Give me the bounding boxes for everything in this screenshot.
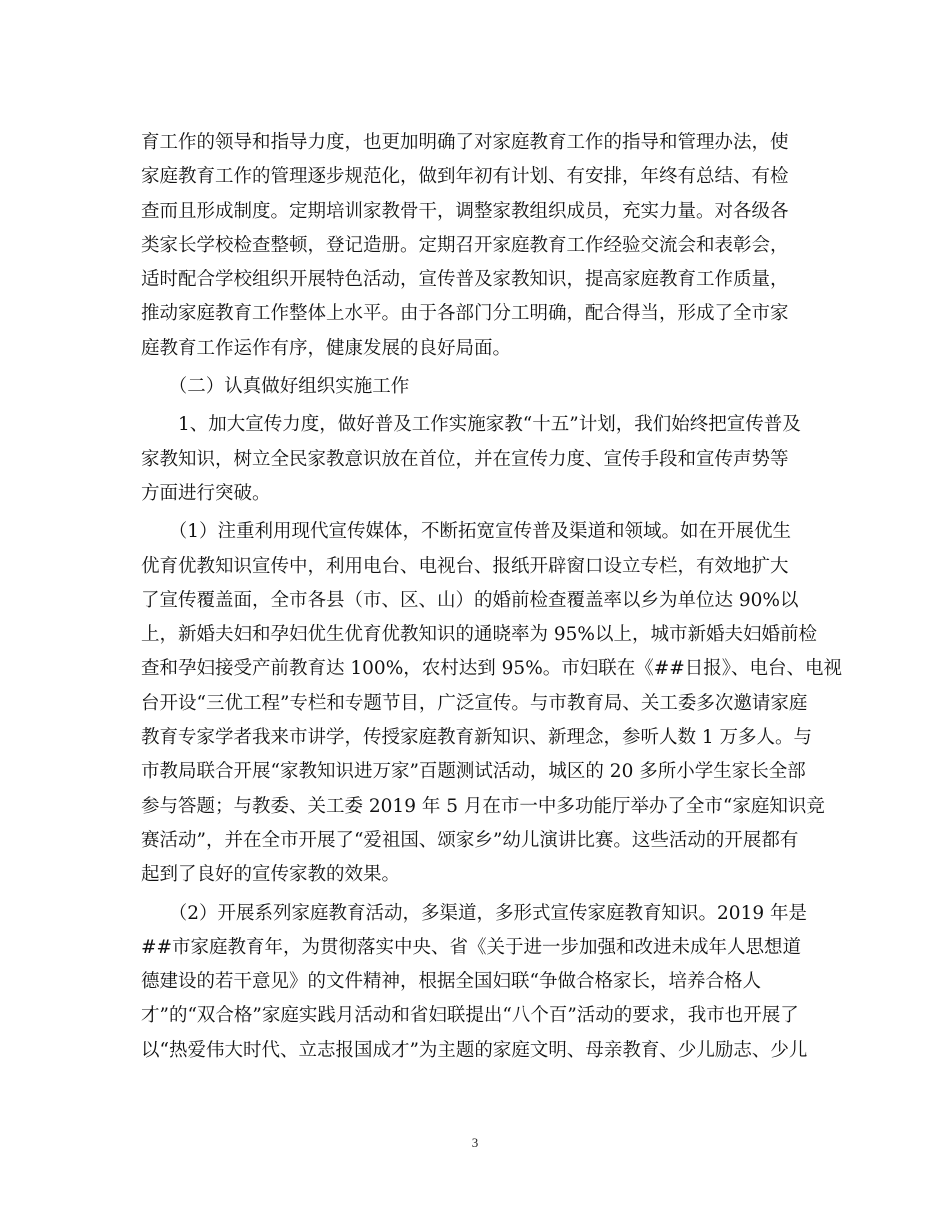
text-line: 教育专家学者我来市讲学，传授家庭教育新知识、新理念，参听人数 1 万多人。与	[141, 727, 813, 749]
text-line: 1、加大宣传力度，做好普及工作实施家教“十五”计划，我们始终把宣传普及	[141, 414, 801, 436]
text-line: 适时配合学校组织开展特色活动，宣传普及家教知识，提高家庭教育工作质量，	[141, 269, 789, 291]
text-line: 家教知识，树立全民家教意识放在首位，并在宣传力度、宣传手段和宣传声势等	[141, 448, 789, 470]
page-number: 3	[471, 1135, 479, 1150]
text-line: 查而且形成制度。定期培训家教骨干，调整家教组织成员，充实力量。对各级各	[141, 200, 789, 222]
text-line: 台开设“三优工程”专栏和专题节目，广泛宣传。与市教育局、关工委多次邀请家庭	[141, 692, 808, 714]
text-line: 了宣传覆盖面，全市各县（市、区、山）的婚前检查覆盖率以乡为单位达 90%以	[141, 589, 799, 611]
text-line: ##市家庭教育年，为贯彻落实中央、省《关于进一步加强和改进未成年人思想道	[141, 936, 802, 958]
text-line: 上，新婚夫妇和孕妇优生优育优教知识的通晓率为 95%以上，城市新婚夫妇婚前检	[141, 624, 818, 646]
text-line: 起到了良好的宣传家教的效果。	[141, 864, 401, 886]
text-line: 才”的“双合格”家庭实践月活动和省妇联提出“八个百”活动的要求，我市也开展了	[141, 1005, 799, 1027]
text-line: 优育优教知识宣传中，利用电台、电视台、报纸开辟窗口设立专栏，有效地扩大	[141, 555, 789, 577]
text-line: 育工作的领导和指导力度，也更加明确了对家庭教育工作的指导和管理办法，使	[141, 132, 789, 153]
text-line: 赛活动”，并在全市开展了“爱祖国、颂家乡”幼儿演讲比赛。这些活动的开展都有	[141, 829, 799, 851]
text-line: 庭教育工作运作有序，健康发展的良好局面。	[141, 337, 512, 359]
text-line: 推动家庭教育工作整体上水平。由于各部门分工明确，配合得当，形成了全市家	[141, 303, 789, 325]
text-line: （2）开展系列家庭教育活动，多渠道，多形式宣传家庭教育知识。2019 年是	[141, 902, 807, 924]
text-line: 以“热爱伟大时代、立志报国成才”为主题的家庭文明、母亲教育、少儿励志、少儿	[141, 1039, 808, 1061]
text-line: 类家长学校检查整顿，登记造册。定期召开家庭教育工作经验交流会和表彰会，	[141, 234, 789, 256]
text-line: 查和孕妇接受产前教育达 100%，农村达到 95%。市妇联在《##日报》、电台、电视	[141, 658, 843, 680]
text-line: （1）注重利用现代宣传媒体，不断拓宽宣传普及渠道和领域。如在开展优生	[141, 521, 792, 543]
section-heading: （二）认真做好组织实施工作	[141, 376, 410, 398]
body-text	[141, 126, 843, 1068]
text-line: 家庭教育工作的管理逐步规范化，做到年初有计划、有安排，年终有总结、有检	[141, 166, 789, 188]
text-line: 方面进行突破。	[141, 482, 271, 504]
text-line: 参与答题；与教委、关工委 2019 年 5 月在市一中多功能厅举办了全市“家庭知识竞	[141, 795, 825, 817]
text-line: 市教局联合开展“家教知识进万家”百题测试活动，城区的 20 多所小学生家长全部	[141, 761, 806, 783]
text-line: 德建设的若干意见》的文件精神，根据全国妇联“争做合格家长，培养合格人	[141, 971, 761, 993]
